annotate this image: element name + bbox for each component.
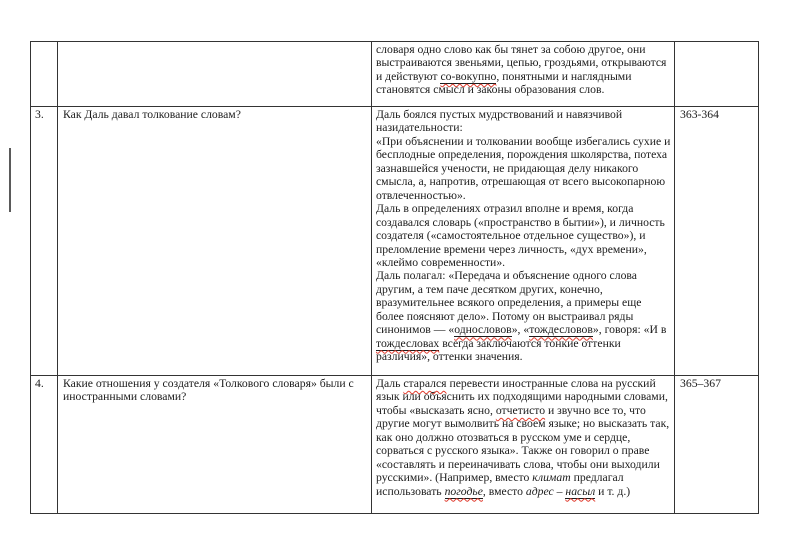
misspelled-word: со-вокупно xyxy=(440,69,497,83)
misspelled-word: отчетисто xyxy=(495,403,546,417)
cell-number[interactable] xyxy=(31,42,58,107)
text-run: всегда заключаются тонкие оттенки различия», оттенки значения. xyxy=(376,336,624,364)
page-edge-artifact-line xyxy=(9,148,11,212)
text-run: адрес xyxy=(525,484,554,498)
paragraph xyxy=(376,108,671,135)
qa-table xyxy=(30,41,759,514)
cell-question[interactable]: Как Даль давал толкование словам? xyxy=(58,107,372,376)
cell-answer[interactable] xyxy=(372,42,675,107)
text-run: , понятными и наглядными становятся смысл и законы образования слов. xyxy=(376,69,635,97)
misspelled-word: погодье xyxy=(444,484,483,498)
text-run: , вместо xyxy=(482,484,526,498)
cell-pages[interactable] xyxy=(675,42,759,107)
text-run: и звучно все то, что другие могут вымолвить на своем языке; но высказать так, как оно должно отозваться в русском уме и сердце, сорваться с русского языка». Также он говорил о праве «составлять и переиначивать слова, чтобы они выходили русскими». (Например, вместо xyxy=(376,403,673,485)
cell-number[interactable]: 3. xyxy=(31,107,58,376)
misspelled-word: тождесловах xyxy=(376,336,440,350)
misspelled-word: тождесловов xyxy=(529,323,593,337)
table-row xyxy=(31,42,759,107)
cell-question[interactable]: Какие отношения у создателя «Толкового словаря» были с иностранными словами? xyxy=(58,376,372,514)
misspelled-word: насыл xyxy=(565,484,596,498)
misspelled-word: старался xyxy=(403,377,447,390)
cell-pages[interactable]: 365–367 xyxy=(675,376,759,514)
cell-question[interactable] xyxy=(58,42,372,107)
text-run: и т. д.) xyxy=(595,484,631,498)
paragraph xyxy=(376,269,671,363)
cell-answer[interactable] xyxy=(372,376,675,514)
paragraph xyxy=(376,134,674,202)
cell-pages[interactable]: 363-364 xyxy=(675,107,759,376)
cell-number[interactable]: 4. xyxy=(31,376,58,514)
table-row xyxy=(31,376,759,514)
table-row xyxy=(31,107,759,376)
text-run: Даль в определениях отразил вполне и время, когда создавался словарь («пространство в бытии»), и личность создателя («самостоятельное отдельное существо»), и преломление времени через личность, «дух времени», «клеймо современности». xyxy=(376,202,668,269)
text-run: », « xyxy=(511,323,530,337)
text-run: », говоря: «И в xyxy=(592,323,670,337)
misspelled-word: однословов xyxy=(454,323,512,337)
paragraph xyxy=(376,377,671,498)
text-run: – xyxy=(553,484,566,498)
text-run: «При объяснении и толковании вообще избегались сухие и бесплодные определения, порождения школярства, потеха зазнавшейся учености, не придающая делу никакого смысла, а, напротив, отрешающая от всего высокопарною отвлеченностью». xyxy=(376,134,674,202)
paragraph xyxy=(376,43,671,97)
text-run: словаря одно слово как бы тянет за собою другое, они выстраиваются звеньями, цепью, гроздьями, открываются и действуют xyxy=(376,43,670,83)
text-run: Даль xyxy=(376,377,404,390)
cell-answer[interactable] xyxy=(372,107,675,376)
text-run: Даль боялся пустых мудрствований и навязчивой назидательности: xyxy=(376,108,626,135)
text-run: предлагал использовать xyxy=(376,471,627,498)
text-run: климат xyxy=(532,471,571,485)
text-run: Даль полагал: «Передача и объяснение одного слова другим, а тем паче десятком других, конечно, вразумительнее всякого определения, а примеры еще более поясняют дело». Потому он выстраивал ряды синонимов — « xyxy=(376,269,645,337)
text-run: перевести иностранные слова на русский язык или объяснить их подходящими народными словами, чтобы «высказать ясно, xyxy=(376,377,671,417)
paragraph xyxy=(376,202,671,269)
